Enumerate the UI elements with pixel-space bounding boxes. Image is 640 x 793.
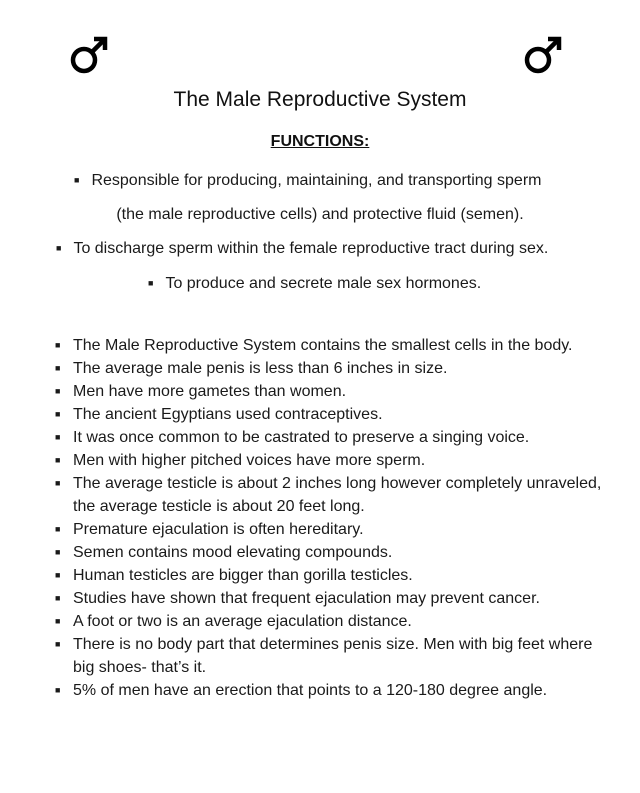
list-item bbox=[52, 472, 612, 518]
bullet-icon: ■ bbox=[55, 685, 61, 695]
function-item bbox=[56, 238, 548, 259]
list-item bbox=[52, 357, 612, 380]
list-item bbox=[52, 633, 612, 679]
bullet-icon: ■ bbox=[55, 570, 61, 580]
bullet-icon: ■ bbox=[55, 524, 61, 534]
list-item bbox=[52, 679, 612, 702]
bullet-icon: ■ bbox=[55, 478, 61, 488]
bullet-icon: ■ bbox=[55, 409, 61, 419]
list-item bbox=[52, 518, 612, 541]
list-item bbox=[52, 426, 612, 449]
fact-text: Studies have shown that frequent ejaculation may prevent cancer. bbox=[73, 590, 540, 607]
function-item bbox=[148, 273, 481, 294]
list-item bbox=[52, 449, 612, 472]
bullet-icon: ■ bbox=[55, 593, 61, 603]
bullet-icon: ■ bbox=[55, 363, 61, 373]
fact-text: There is no body part that determines penis size. Men with big feet where big shoes- that’s it. bbox=[73, 636, 593, 676]
function-text: Responsible for producing, maintaining, and transporting sperm bbox=[91, 172, 542, 189]
fact-text: Men with higher pitched voices have more sperm. bbox=[73, 452, 426, 469]
bullet-icon: ■ bbox=[55, 455, 61, 465]
page-title: The Male Reproductive System bbox=[173, 88, 467, 111]
bullet-icon: ■ bbox=[55, 547, 61, 557]
list-item bbox=[52, 334, 612, 357]
function-text: To discharge sperm within the female reproductive tract during sex. bbox=[73, 240, 549, 257]
fact-text: The Male Reproductive System contains the smallest cells in the body. bbox=[73, 337, 573, 354]
fact-text: 5% of men have an erection that points to a 120-180 degree angle. bbox=[73, 682, 548, 699]
male-symbol-icon bbox=[522, 34, 564, 76]
fact-text: The ancient Egyptians used contraceptives. bbox=[73, 406, 383, 423]
bullet-icon: ■ bbox=[148, 278, 154, 288]
fact-text: It was once common to be castrated to preserve a singing voice. bbox=[73, 429, 530, 446]
fact-text: The average testicle is about 2 inches long however completely unraveled, the average testicle is about 20 feet long. bbox=[73, 475, 602, 515]
fact-text: Premature ejaculation is often hereditary. bbox=[73, 521, 364, 538]
function-item-continuation: (the male reproductive cells) and protective fluid (semen). bbox=[116, 206, 524, 223]
bullet-icon: ■ bbox=[55, 432, 61, 442]
list-item bbox=[52, 541, 612, 564]
function-text: To produce and secrete male sex hormones. bbox=[165, 275, 482, 292]
bullet-icon: ■ bbox=[55, 340, 61, 350]
list-item bbox=[52, 380, 612, 403]
facts-list bbox=[52, 334, 612, 702]
fact-text: Men have more gametes than women. bbox=[73, 383, 347, 400]
fact-text: Human testicles are bigger than gorilla testicles. bbox=[73, 567, 413, 584]
fact-text: A foot or two is an average ejaculation distance. bbox=[73, 613, 412, 630]
bullet-icon: ■ bbox=[56, 243, 62, 253]
bullet-icon: ■ bbox=[74, 175, 80, 185]
bullet-icon: ■ bbox=[55, 616, 61, 626]
fact-text: Semen contains mood elevating compounds. bbox=[73, 544, 393, 561]
list-item bbox=[52, 564, 612, 587]
male-symbol-icon bbox=[68, 34, 110, 76]
list-item bbox=[52, 587, 612, 610]
list-item bbox=[52, 610, 612, 633]
bullet-icon: ■ bbox=[55, 639, 61, 649]
list-item bbox=[52, 403, 612, 426]
bullet-icon: ■ bbox=[55, 386, 61, 396]
fact-text: The average male penis is less than 6 inches in size. bbox=[73, 360, 448, 377]
function-item bbox=[74, 170, 541, 191]
functions-heading: FUNCTIONS: bbox=[270, 133, 370, 150]
